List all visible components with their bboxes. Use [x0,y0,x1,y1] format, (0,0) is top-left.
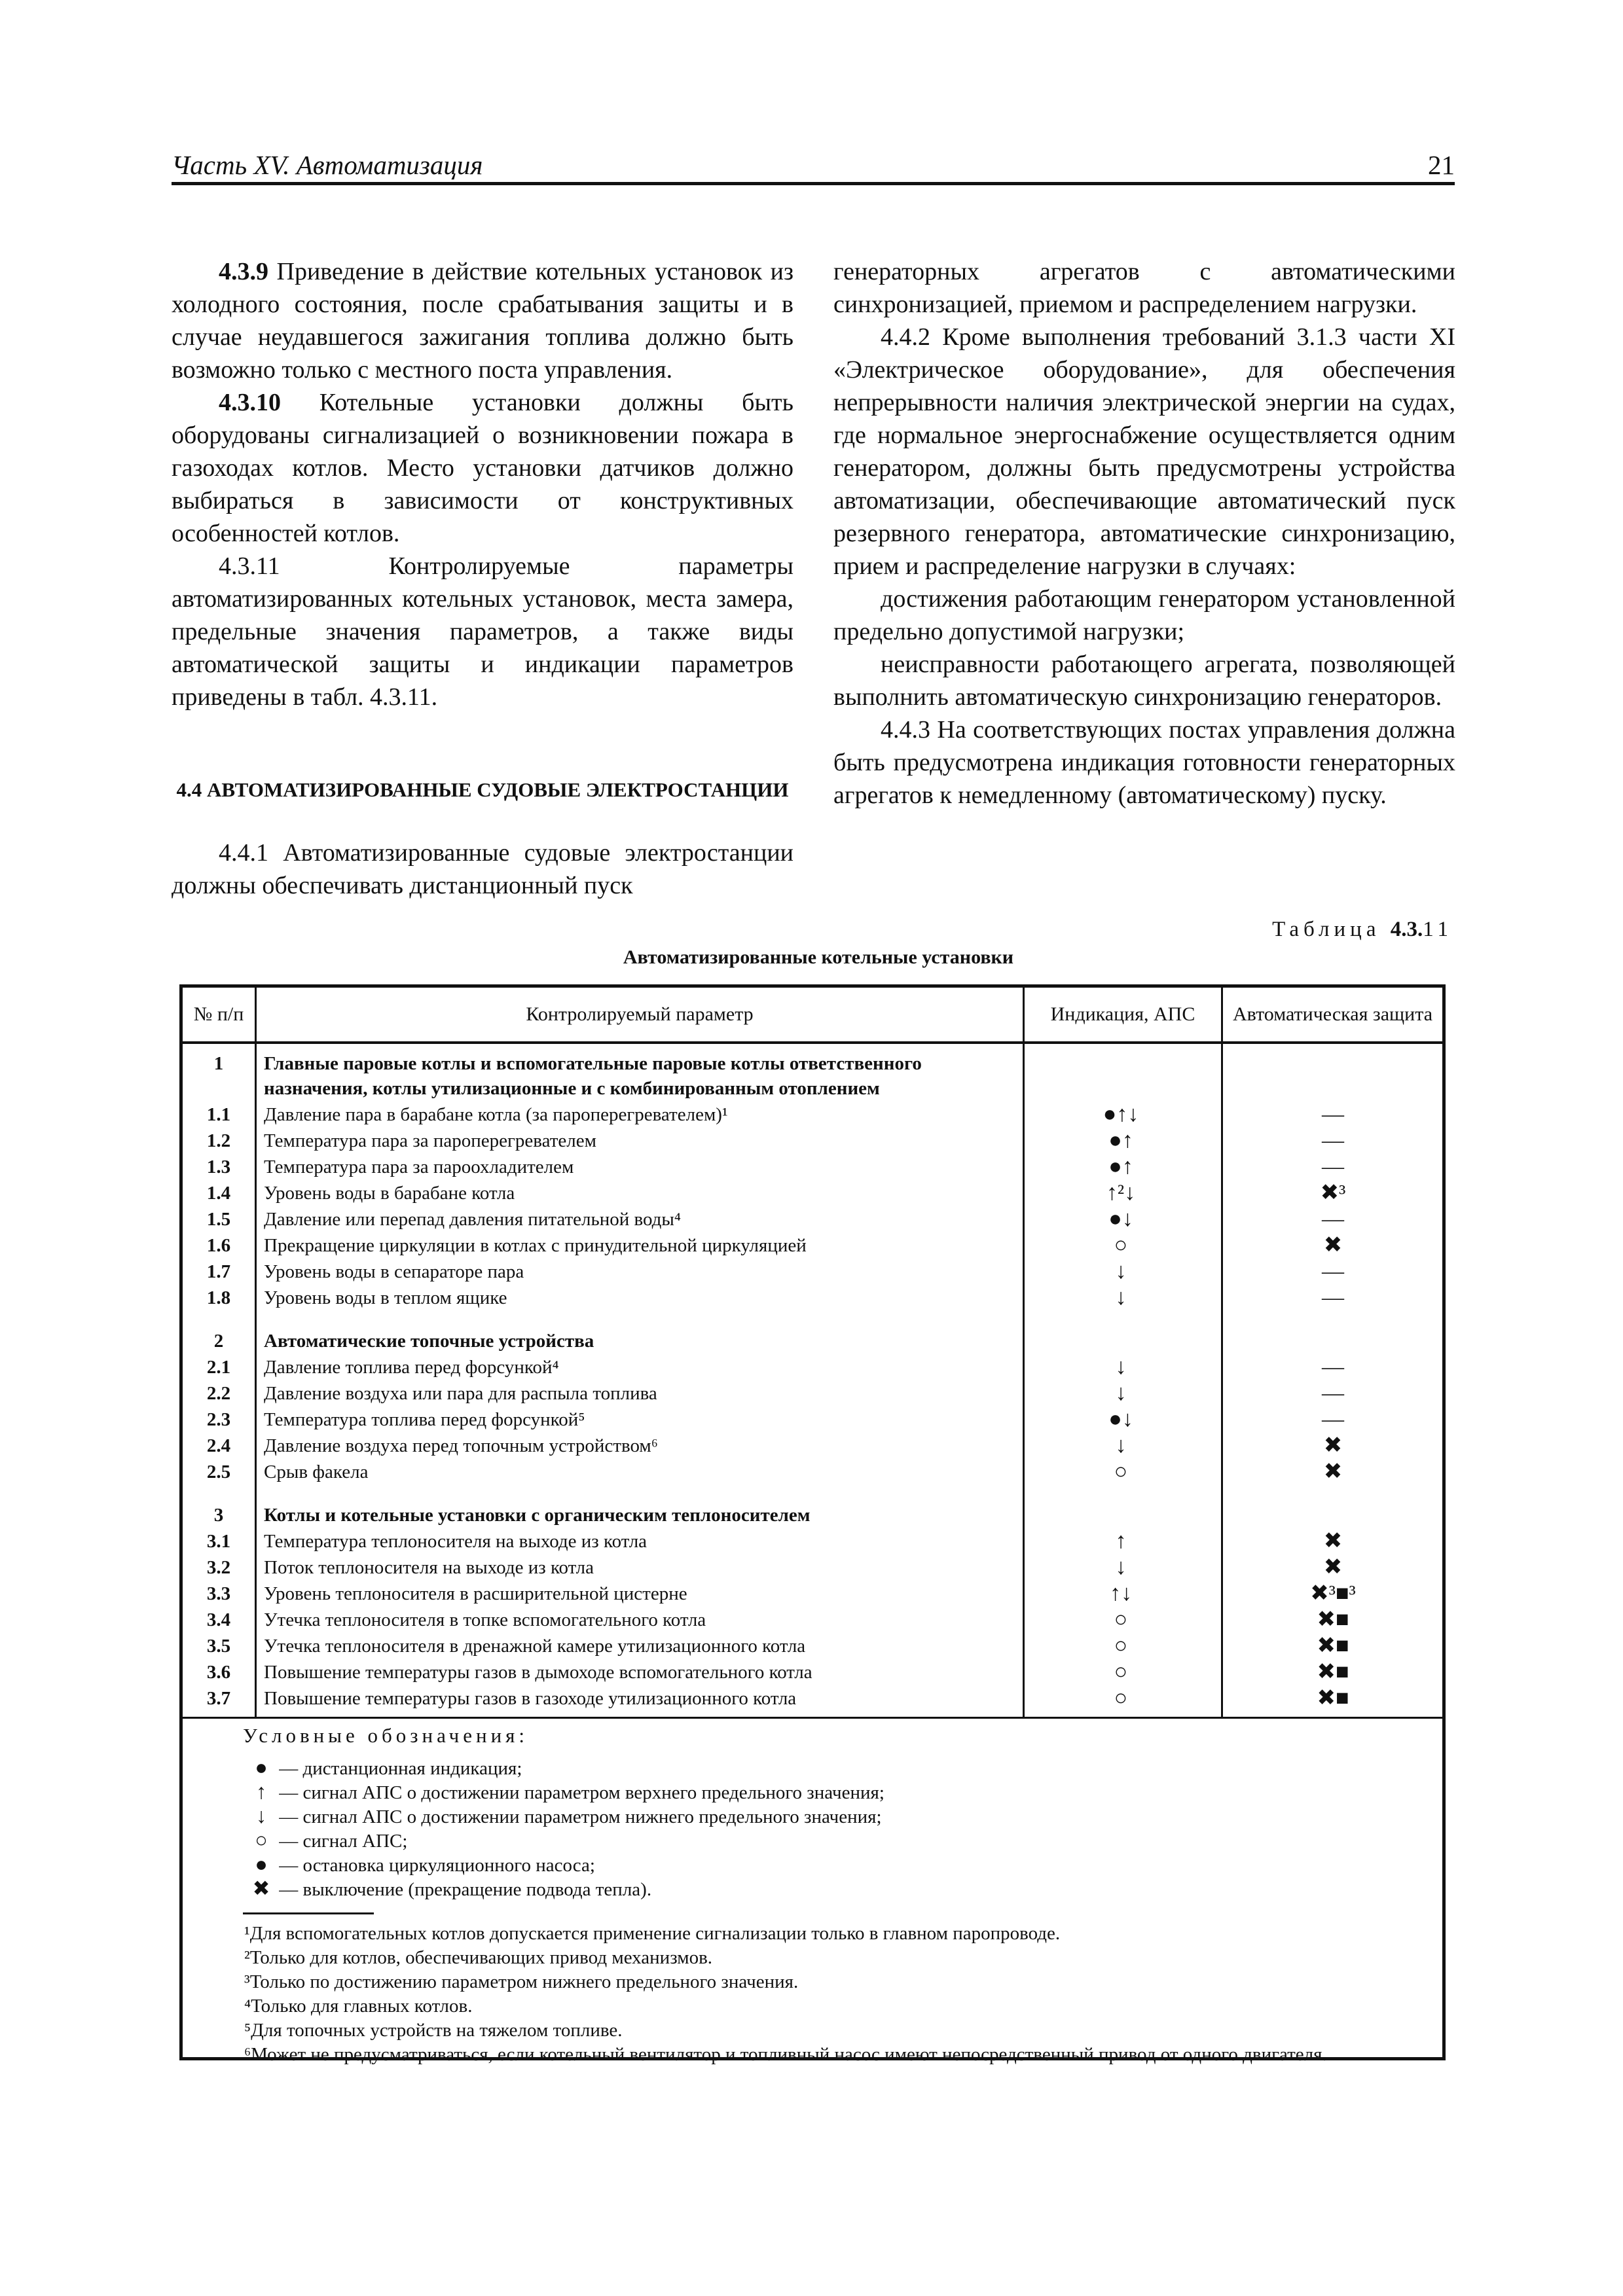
row-indication: ↑ [1115,1529,1127,1553]
left-column [172,255,793,902]
row-number: 1.3 [206,1157,231,1177]
table-row [183,1154,1442,1180]
row-number: 2.4 [206,1435,231,1456]
header-title: Часть XV. Автоматизация [172,150,483,180]
row-protection: — [1322,1102,1344,1126]
row-protection: ✖■ [1317,1607,1349,1632]
running-header [172,145,1455,185]
legend-item [248,1804,884,1828]
row-indication: ↑²↓ [1106,1181,1136,1205]
row-indication: ○ [1114,1233,1128,1257]
legend-text: — сигнал АПС; [274,1831,408,1852]
row-indication: ●↑ [1108,1128,1133,1153]
table-caption: Таблица 4.3.11 [1272,918,1453,941]
row-number: 3.4 [206,1609,231,1630]
footnote: ²Только для котлов, обеспечивающих привод механизмов. [244,1947,713,1968]
legend-text: — дистанционная индикация; [274,1758,522,1779]
legend-area [183,1717,1442,2065]
row-parameter: Котлы и котельные установки с органическим теплоносителем [264,1505,811,1526]
table-row [183,1259,1442,1285]
row-number: 2.5 [206,1462,231,1482]
table-group-row [183,1328,1442,1354]
legend-symbol-icon: ○ [255,1828,268,1852]
row-protection: — [1322,1407,1344,1431]
table-row [183,1206,1442,1232]
footnotes [192,1922,1433,2067]
row-number: 3.5 [206,1636,231,1657]
table-row [183,1581,1442,1607]
table-row [183,1554,1442,1581]
row-indication: ○ [1114,1460,1128,1484]
legend-text: — сигнал АПС о достижении параметром верхнего предельного значения; [274,1782,884,1803]
legend-symbol-icon: ● [255,1755,268,1779]
row-parameter: Температура топлива перед форсункой⁵ [264,1409,585,1430]
row-parameter: Давление воздуха перед топочным устройством⁶ [264,1435,658,1456]
right-column [833,255,1455,812]
row-parameter: назначения, котлы утилизационные и с комбинированным отоплением [264,1078,880,1099]
legend-symbol-icon: ↓ [256,1804,266,1827]
row-parameter: Повышение температуры газов в газоходе утилизационного котла [264,1688,797,1709]
table-row [183,1380,1442,1407]
row-parameter: Уровень теплоносителя в расширительной цистерне [264,1583,687,1604]
paragraph-4-3-11: 4.3.11 Контролируемые параметры автоматизированных котельных установок, места замера, предельные значения параметров, а также виды автоматической защиты и индикации параметров приведены в табл. 4.3.11. [172,552,793,711]
row-indication: ○ [1114,1634,1128,1658]
legend-list [248,1755,884,1901]
row-number: 1.5 [206,1209,231,1230]
table-row [183,1128,1442,1154]
table-title: Автоматизированные котельные установки [623,946,1014,968]
paragraph-4-3-9: 4.3.9 Приведение в действие котельных установок из холодного состояния, после срабатывания защиты и в случае неудавшегося зажигания топлива должно быть возможно только с местного поста управления. [172,258,793,384]
row-protection: ✖ [1323,1433,1343,1458]
table-row [183,1607,1442,1633]
table-group-row [183,1075,1442,1102]
row-indication: ○ [1114,1660,1128,1684]
row-number: 2 [213,1331,224,1352]
row-number: 2.2 [206,1383,231,1404]
header-protection: Автоматическая защита [1232,1003,1433,1025]
row-indication: ●↓ [1108,1207,1133,1231]
row-number: 1.2 [206,1130,231,1151]
row-indication: ●↓ [1108,1407,1133,1431]
footnote: ³Только по достижению параметром нижнего предельного значения. [244,1971,799,1992]
row-number: 1.6 [206,1235,231,1256]
row-parameter: Уровень воды в сепараторе пара [264,1261,524,1282]
row-protection: ✖ [1323,1529,1343,1553]
row-protection: ✖ [1323,1233,1343,1257]
table-row [183,1407,1442,1433]
row-indication: ○ [1114,1686,1128,1710]
table-row [183,1659,1442,1685]
header-parameter: Контролируемый параметр [526,1003,754,1025]
row-number: 1.8 [206,1287,231,1308]
row-parameter: Давление топлива перед форсункой⁴ [264,1357,559,1378]
row-number: 2.3 [206,1409,231,1430]
row-protection: — [1322,1128,1344,1153]
row-protection: ✖³ [1320,1181,1346,1205]
row-number: 1.7 [206,1261,231,1282]
table-row [183,1180,1442,1206]
paragraph-case-2: неисправности работающего агрегата, позволяющей выполнить автоматическую синхронизацию генераторов. [833,651,1455,711]
footnote: ⁵Для топочных устройств на тяжелом топливе. [244,2020,623,2041]
row-parameter: Температура пара за пароперегревателем [264,1130,596,1151]
row-protection: ✖³■³ [1310,1581,1356,1605]
paragraph-4-4-3: 4.4.3 На соответствующих постах управления должна быть предусмотрена индикация готовности генераторных агрегатов к немедленному (автоматическому) пуску. [833,716,1455,809]
row-number: 3.2 [206,1557,231,1578]
legend-symbol-icon: ● [255,1852,268,1876]
table-row [183,1232,1442,1259]
header-number: № п/п [193,1003,244,1025]
row-indication: ↓ [1115,1555,1127,1579]
row-protection: — [1322,1207,1344,1231]
row-protection: ✖ [1323,1555,1343,1579]
footnote: ¹Для вспомогательных котлов допускается применение сигнализации только в главном паропроводе. [244,1923,1061,1944]
footnote: ⁶Может не предусматриваться, если котельный вентилятор и топливный насос имеют непосредственный привод от одного двигателя. [244,2044,1327,2065]
legend-text: — остановка циркуляционного насоса; [274,1855,595,1876]
row-parameter: Давление воздуха или пара для распыла топлива [264,1383,657,1404]
row-parameter: Давление или перепад давления питательной воды⁴ [264,1209,682,1230]
paragraph-4-4-1: 4.4.1 Автоматизированные судовые электростанции должны обеспечивать дистанционный пуск [172,839,793,899]
row-parameter: Уровень воды в барабане котла [264,1183,515,1204]
row-number: 2.1 [206,1357,231,1378]
table-row [183,1459,1442,1485]
legend-item [248,1780,884,1804]
row-parameter: Температура пара за пароохладителем [264,1157,574,1177]
table-row [183,1433,1442,1459]
row-number: 1 [213,1053,224,1074]
row-indication: ○ [1114,1607,1128,1632]
row-indication: ●↑ [1108,1155,1133,1179]
row-indication: ↓ [1115,1285,1127,1310]
row-parameter: Главные паровые котлы и вспомогательные паровые котлы ответственного [264,1053,922,1074]
paragraph-4-4-2: 4.4.2 Кроме выполнения требований 3.1.3 части XI «Электрическое оборудование», для обеспечения непрерывности наличия электрической энергии на судах, где нормальное энергоснабжение осуществляется одним генератором, должны быть предусмотрены устройства автоматизации, обеспечивающие автоматический пуск резервного генератора, автоматические синхронизацию, прием и распределение нагрузки в случаях: [833,323,1455,580]
row-parameter: Срыв факела [264,1462,369,1482]
table-group-row [183,1050,1442,1077]
row-parameter: Автоматические топочные устройства [264,1331,594,1352]
row-protection: ✖ [1323,1460,1343,1484]
row-protection: — [1322,1381,1344,1405]
legend-text: — сигнал АПС о достижении параметром нижнего предельного значения; [274,1806,882,1827]
row-number: 1.1 [206,1104,231,1125]
row-protection: ✖■ [1317,1660,1349,1684]
row-indication: ↓ [1115,1259,1127,1283]
legend-item [248,1852,884,1876]
row-indication: ↑↓ [1110,1581,1132,1605]
paragraph-case-1: достижения работающим генератором установленной предельно допустимой нагрузки; [833,585,1455,645]
table-group-row [183,1502,1442,1528]
paragraph-4-3-10: 4.3.10 Котельные установки должны быть оборудованы сигнализацией о возникновении пожара в газоходах котлов. Место установки датчиков должно выбираться в зависимости от конструктивных особенностей котлов. [172,389,793,547]
footnote-rule [243,1912,374,1914]
row-parameter: Повышение температуры газов в дымоходе вспомогательного котла [264,1662,812,1683]
legend-symbol-icon: ✖ [252,1876,270,1900]
legend-item [248,1828,884,1852]
row-number: 3 [213,1505,224,1526]
row-protection: — [1322,1259,1344,1283]
row-parameter: Давление пара в барабане котла (за пароперегревателем)¹ [264,1104,728,1125]
row-number: 3.3 [206,1583,231,1604]
row-number: 1.4 [206,1183,231,1204]
row-parameter: Поток теплоносителя на выходе из котла [264,1557,594,1578]
legend-text: — выключение (прекращение подвода тепла). [274,1879,652,1900]
row-parameter: Температура теплоносителя на выходе из котла [264,1531,647,1552]
row-number: 3.1 [206,1531,231,1552]
page-number: 21 [1428,150,1455,180]
table-row [183,1633,1442,1659]
row-parameter: Утечка теплоносителя в дренажной камере утилизационного котла [264,1636,806,1657]
table-row [183,1528,1442,1554]
legend-title: Условные обозначения: [243,1724,529,1747]
footnote: ⁴Только для главных котлов. [244,1996,473,2017]
row-protection: ✖■ [1317,1686,1349,1710]
row-number: 3.6 [206,1662,231,1683]
table-header-row [183,988,1442,1044]
row-protection: ✖■ [1317,1634,1349,1658]
legend-item [248,1755,884,1780]
table-row [183,1285,1442,1311]
table-row [183,1102,1442,1128]
legend-symbol-icon: ↑ [256,1780,266,1803]
row-indication: ↓ [1115,1381,1127,1405]
boiler-table [179,984,1446,2065]
section-heading: 4.4 АВТОМАТИЗИРОВАННЫЕ СУДОВЫЕ ЭЛЕКТРОСТАНЦИИ [176,778,789,801]
table-row [183,1685,1442,1712]
row-parameter: Уровень воды в теплом ящике [264,1287,507,1308]
legend-item [248,1876,884,1901]
paragraph-continued: генераторных агрегатов с автоматическими синхронизацией, приемом и распределением нагрузки. [833,258,1455,318]
row-protection: — [1322,1155,1344,1179]
row-protection: — [1322,1285,1344,1310]
table-row [183,1354,1442,1380]
header-indication: Индикация, АПС [1050,1003,1195,1025]
row-number: 3.7 [206,1688,231,1709]
row-indication: ↓ [1115,1355,1127,1379]
row-indication: ●↑↓ [1103,1102,1139,1126]
row-protection: — [1322,1355,1344,1379]
row-parameter: Утечка теплоносителя в топке вспомогательного котла [264,1609,706,1630]
row-parameter: Прекращение циркуляции в котлах с принудительной циркуляцией [264,1235,807,1256]
row-indication: ↓ [1115,1433,1127,1458]
